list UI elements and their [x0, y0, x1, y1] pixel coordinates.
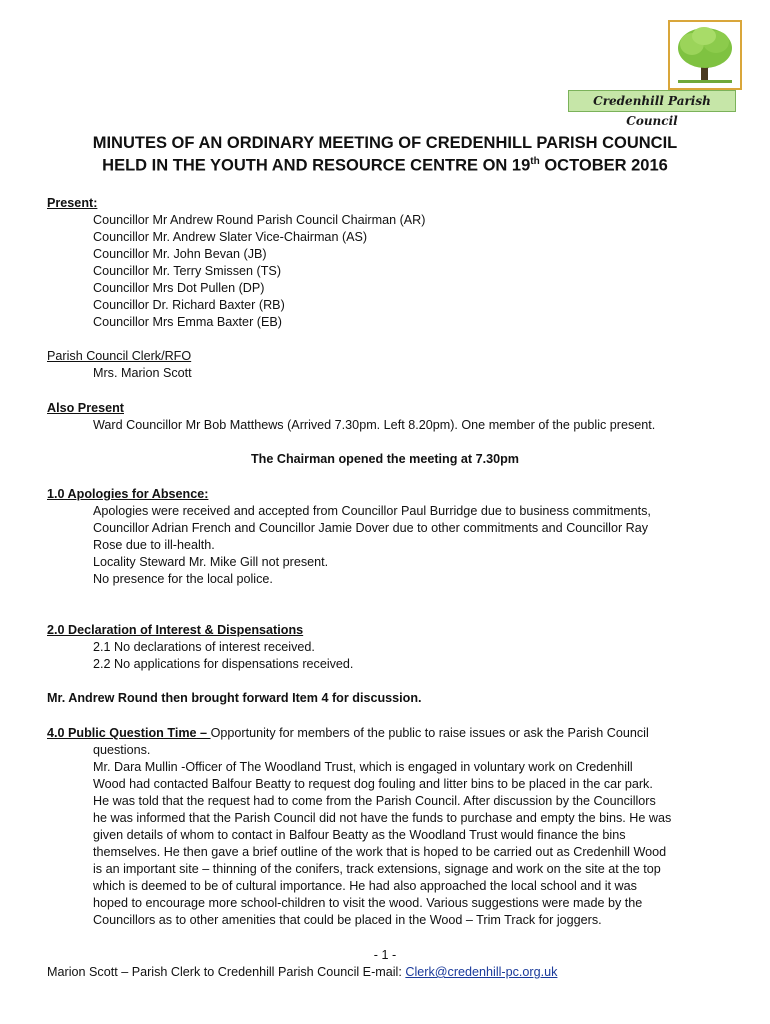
document-title-line2: HELD IN THE YOUTH AND RESOURCE CENTRE ON 19th OCTOBER 2016 — [102, 156, 668, 175]
public-question-heading-line: 4.0 Public Question Time – Opportunity for members of the public to raise issues or ask the Parish Council — [47, 726, 649, 740]
clerk-heading: Parish Council Clerk/RFO — [47, 349, 192, 363]
present-member: Councillor Mr. Terry Smissen (TS) — [93, 264, 282, 278]
apologies-line: Locality Steward Mr. Mike Gill not present. — [93, 555, 329, 569]
public-question-line: given details of whom to contact in Balfour Beatty as the Woodland Trust would finance the bins — [93, 828, 626, 842]
present-member: Councillor Dr. Richard Baxter (RB) — [93, 298, 285, 312]
page-number: - 1 - — [373, 948, 397, 962]
document-title-line1: MINUTES OF AN ORDINARY MEETING OF CREDENHILL PARISH COUNCIL — [92, 134, 678, 152]
public-question-line: is an important site – thinning of the conifers, track extensions, signage and work on the site at the top — [93, 862, 661, 876]
present-member: Councillor Mr. John Bevan (JB) — [93, 247, 267, 261]
item4-note: Mr. Andrew Round then brought forward Item 4 for discussion. — [47, 691, 422, 705]
public-question-line: he was informed that the Parish Council did not have the funds to purchase and empty the bins. He was — [93, 811, 672, 825]
public-question-line: Councillors as to other amenities that could be placed in the Wood – Trim Track for joggers. — [93, 913, 602, 927]
logo-caption: Credenhill Parish Council — [568, 90, 736, 112]
footer — [47, 965, 557, 979]
apologies-line: Councillor Adrian French and Councillor Jamie Dover due to other commitments and Councillor Ray — [93, 521, 649, 535]
apologies-line: No presence for the local police. — [93, 572, 273, 586]
present-member: Councillor Mrs Dot Pullen (DP) — [93, 281, 265, 295]
apologies-line: Rose due to ill-health. — [93, 538, 215, 552]
public-question-line: Wood had contacted Balfour Beatty to request dog fouling and litter bins to be placed in the car park. — [93, 777, 653, 791]
tree-icon — [670, 22, 740, 88]
apologies-line: Apologies were received and accepted from Councillor Paul Burridge due to business commitments, — [93, 504, 651, 518]
public-question-line: Mr. Dara Mullin -Officer of The Woodland Trust, which is engaged in voluntary work on Credenhill — [93, 760, 633, 774]
public-question-line: hoped to encourage more school-children to visit the wood. Various suggestions were made by the — [93, 896, 643, 910]
parish-logo — [668, 20, 742, 90]
public-question-line: which is deemed to be of cultural importance. He had also approached the local school and it was — [93, 879, 637, 893]
present-heading: Present: — [47, 196, 98, 210]
declaration-heading: 2.0 Declaration of Interest & Dispensations — [47, 623, 304, 637]
public-question-line: questions. — [93, 743, 151, 757]
present-member: Councillor Mr Andrew Round Parish Council Chairman (AR) — [93, 213, 426, 227]
public-question-line: themselves. He then gave a brief outline of the work that is hoped to be carried out as Credenhill Wood — [93, 845, 667, 859]
also-present-text: Ward Councillor Mr Bob Matthews (Arrived 7.30pm. Left 8.20pm). One member of the public present. — [93, 418, 656, 432]
present-member: Councillor Mrs Emma Baxter (EB) — [93, 315, 282, 329]
declaration-line: 2.1 No declarations of interest received. — [93, 640, 315, 654]
present-member: Councillor Mr. Andrew Slater Vice-Chairman (AS) — [93, 230, 368, 244]
meeting-opened: The Chairman opened the meeting at 7.30pm — [250, 452, 520, 466]
footer-text: Marion Scott – Parish Clerk to Credenhill Parish Council E-mail: — [47, 965, 406, 979]
also-present-heading: Also Present — [47, 401, 124, 415]
apologies-heading: 1.0 Apologies for Absence: — [47, 487, 209, 501]
declaration-line: 2.2 No applications for dispensations received. — [93, 657, 354, 671]
public-question-line: He was told that the request had to come from the Parish Council. After discussion by the Councillors — [93, 794, 656, 808]
clerk-name: Mrs. Marion Scott — [93, 366, 192, 380]
clerk-email-link[interactable]: Clerk@credenhill-pc.org.uk — [405, 965, 558, 979]
